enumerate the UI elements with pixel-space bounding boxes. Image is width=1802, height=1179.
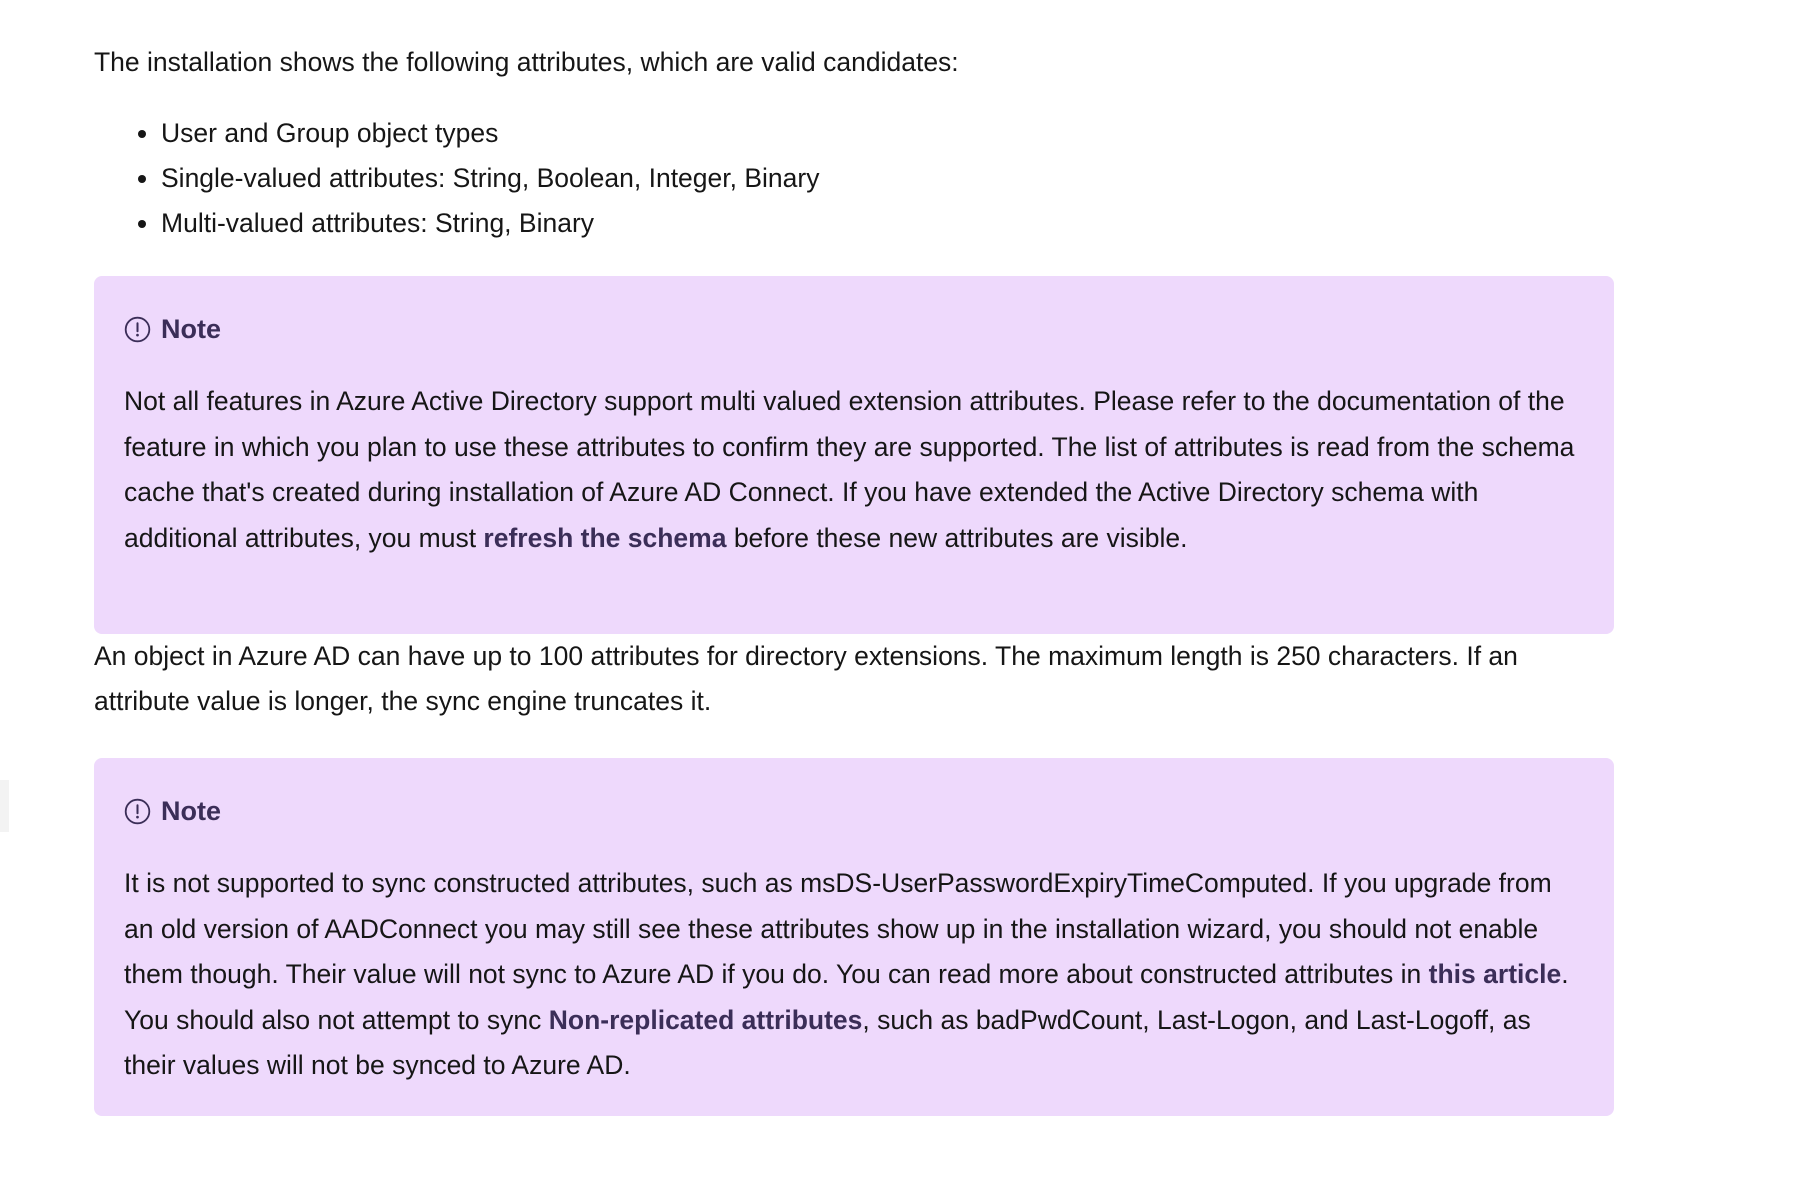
note-title: Note (161, 795, 221, 826)
article-content (94, 40, 1614, 1116)
info-circle-icon (124, 798, 151, 825)
non-replicated-attributes-link[interactable]: Non-replicated attributes (548, 1004, 863, 1035)
note-text: . You should also not attempt to sync (124, 959, 1569, 1035)
intro-paragraph: The installation shows the following attributes, which are valid candidates: (94, 47, 959, 77)
list-item: • Single-valued attributes: String, Boolean, Integer, Binary (161, 156, 1614, 201)
list-item: • Multi-valued attributes: String, Binary (161, 201, 1614, 246)
note-callout (94, 758, 1614, 1116)
list-item: • User and Group object types (161, 111, 1614, 156)
note-body (124, 379, 1584, 561)
note-title: Note (161, 313, 221, 344)
limits-paragraph: An object in Azure AD can have up to 100 attributes for directory extensions. The maximum length is 250 characters. If an attribute value is longer, the sync engine truncates it. (94, 641, 1518, 716)
note-header (124, 306, 1584, 352)
info-circle-icon (124, 316, 151, 343)
note-text: before these new attributes are visible. (726, 522, 1188, 553)
note-text: Not all features in Azure Active Directory support multi valued extension attributes. Please refer to the documentation of the feature in which you plan to use these attributes to confirm they are supported. The list of attributes is read from the schema cache that's created during installation of Azure AD Connect. If you have extended the Active Directory schema with additional attributes, you must (124, 386, 1575, 553)
note-callout (94, 276, 1614, 634)
note-body (124, 861, 1584, 1089)
note-text: It is not supported to sync constructed attributes, such as msDS-UserPasswordExpiryTimeComputed. If you upgrade from an old version of AADConnect you may still see these attributes show up in the installation wizard, you should not enable them though. Their value will not sync to Azure AD if you do. You can read more about constructed attributes in (124, 868, 1552, 989)
note-text: , such as badPwdCount, Last-Logon, and Last-Logoff, as their values will not be synced to Azure AD. (124, 1004, 1531, 1080)
attribute-list (94, 111, 1614, 246)
this-article-link[interactable]: this article (1428, 959, 1562, 989)
refresh-schema-link[interactable]: refresh the schema (483, 522, 727, 553)
note-header (124, 788, 1584, 834)
page-edge-marker (0, 780, 9, 832)
